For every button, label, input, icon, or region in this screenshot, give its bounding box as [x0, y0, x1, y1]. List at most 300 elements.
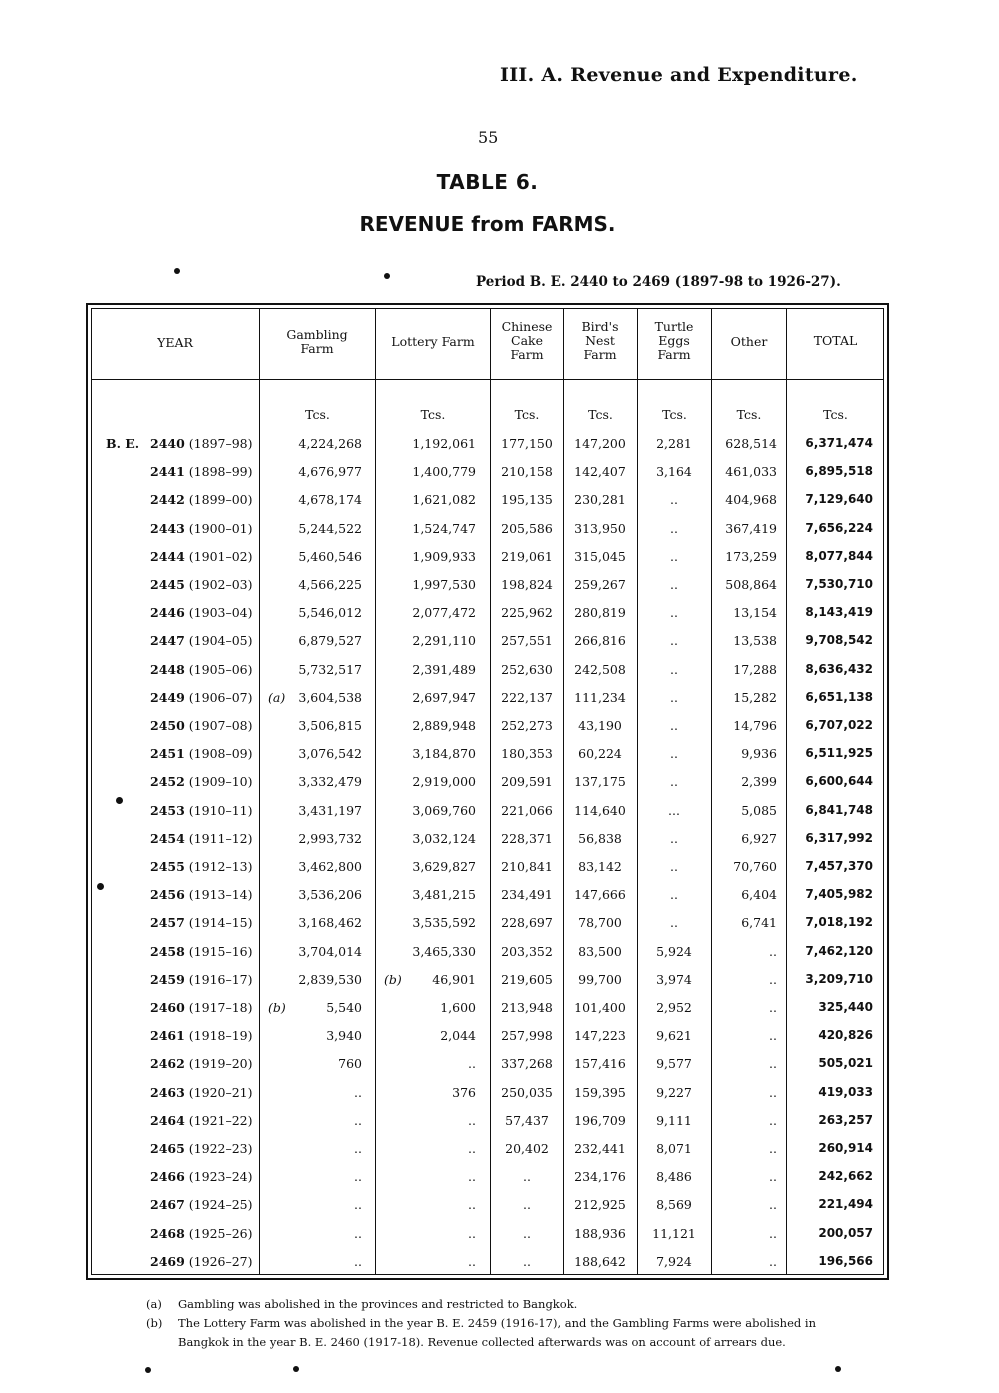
- cell-chinese: 177,150: [501, 436, 553, 451]
- cell-lottery: 3,184,870: [412, 746, 476, 761]
- cell-total: 8,636,432: [805, 662, 873, 676]
- unit-label: Tcs.: [662, 407, 687, 422]
- cell-gambling: 760: [338, 1056, 362, 1071]
- cell-turtle: ..: [670, 915, 678, 930]
- cell-turtle: 7,924: [656, 1254, 692, 1269]
- cell-lottery: 1,997,530: [412, 577, 476, 592]
- cell-turtle: ..: [670, 859, 678, 874]
- cell-turtle: ..: [670, 690, 678, 705]
- row-year: [150, 662, 253, 677]
- row-year: [150, 521, 253, 536]
- year-be: 2467: [150, 1197, 185, 1212]
- row-year: [150, 1169, 253, 1184]
- cell-chinese: 210,841: [501, 859, 553, 874]
- row-year: [150, 803, 253, 818]
- cell-lottery: ..: [468, 1226, 476, 1241]
- cell-gambling: 5,546,012: [298, 605, 362, 620]
- cell-chinese: 228,371: [501, 831, 553, 846]
- cell-birds: 230,281: [574, 492, 626, 507]
- cell-gambling: 4,224,268: [298, 436, 362, 451]
- cell-other: 6,741: [741, 915, 777, 930]
- cell-total: 325,440: [818, 1000, 873, 1014]
- cell-chinese: 219,061: [501, 549, 553, 564]
- cell-total: 260,914: [818, 1141, 873, 1155]
- column-divider: [375, 308, 376, 1275]
- year-be: 2444: [150, 549, 185, 564]
- footnote-text: The Lottery Farm was abolished in the year B. E. 2459 (1916-17), and the Gambling Farms were abolished in: [178, 1316, 816, 1330]
- cell-turtle: ..: [670, 633, 678, 648]
- cell-lottery: 2,291,110: [412, 633, 476, 648]
- year-ad: (1905–06): [188, 662, 253, 677]
- cell-birds: 137,175: [574, 774, 626, 789]
- year-ad: (1924–25): [188, 1197, 253, 1212]
- footnote-ref: (b): [268, 1000, 286, 1015]
- cell-total: 420,826: [818, 1028, 873, 1042]
- cell-other: ..: [769, 1169, 777, 1184]
- cell-total: 7,129,640: [805, 492, 873, 506]
- cell-turtle: ..: [670, 774, 678, 789]
- cell-total: 6,511,925: [805, 746, 873, 760]
- year-ad: (1916–17): [188, 972, 253, 987]
- column-header-other: Other: [730, 334, 768, 349]
- year-be: 2452: [150, 774, 185, 789]
- year-ad: (1915–16): [188, 944, 253, 959]
- cell-lottery: 2,044: [440, 1028, 476, 1043]
- cell-other: 13,154: [733, 605, 777, 620]
- cell-lottery: 3,032,124: [412, 831, 476, 846]
- cell-other: ..: [769, 1113, 777, 1128]
- cell-turtle: 8,486: [656, 1169, 692, 1184]
- cell-other: 508,864: [725, 577, 777, 592]
- column-divider: [490, 308, 491, 1275]
- year-be: 2450: [150, 718, 185, 733]
- cell-birds: 188,642: [574, 1254, 626, 1269]
- cell-birds: 147,223: [574, 1028, 626, 1043]
- year-be: 2441: [150, 464, 185, 479]
- cell-lottery: 3,069,760: [412, 803, 476, 818]
- cell-gambling: 3,462,800: [298, 859, 362, 874]
- footnote-ref: (a): [268, 690, 286, 705]
- cell-birds: 315,045: [574, 549, 626, 564]
- row-year: [150, 1197, 253, 1212]
- year-ad: (1913–14): [188, 887, 253, 902]
- cell-lottery: 1,400,779: [412, 464, 476, 479]
- year-ad: (1926–27): [188, 1254, 253, 1269]
- row-year: [150, 887, 253, 902]
- cell-other: ..: [769, 1085, 777, 1100]
- cell-chinese: ..: [523, 1197, 531, 1212]
- year-be: 2466: [150, 1169, 185, 1184]
- cell-gambling: ..: [354, 1226, 362, 1241]
- cell-chinese: 221,066: [501, 803, 553, 818]
- cell-birds: 99,700: [578, 972, 622, 987]
- cell-total: 221,494: [818, 1197, 873, 1211]
- cell-total: 6,841,748: [805, 803, 873, 817]
- cell-chinese: 209,591: [501, 774, 553, 789]
- row-year: [150, 718, 253, 733]
- row-year: [150, 605, 253, 620]
- year-ad: (1919–20): [188, 1056, 253, 1071]
- cell-gambling: 2,839,530: [298, 972, 362, 987]
- row-year: [150, 1000, 253, 1015]
- cell-chinese: ..: [523, 1226, 531, 1241]
- cell-total: 196,566: [818, 1254, 873, 1268]
- year-ad: (1899–00): [188, 492, 253, 507]
- period-caption: Period B. E. 2440 to 2469 (1897-98 to 1926-27).: [476, 274, 841, 290]
- cell-total: 6,651,138: [805, 690, 873, 704]
- cell-gambling: ..: [354, 1141, 362, 1156]
- cell-other: ..: [769, 972, 777, 987]
- cell-turtle: 9,227: [656, 1085, 692, 1100]
- cell-lottery: 3,481,215: [412, 887, 476, 902]
- cell-turtle: 9,621: [656, 1028, 692, 1043]
- year-ad: (1923–24): [188, 1169, 253, 1184]
- page-number: 55: [478, 128, 499, 147]
- cell-chinese: 195,135: [501, 492, 553, 507]
- cell-gambling: 5,244,522: [298, 521, 362, 536]
- row-year: [150, 915, 253, 930]
- column-header-year: YEAR: [157, 335, 193, 350]
- cell-turtle: 9,111: [656, 1113, 692, 1128]
- cell-gambling: 4,678,174: [298, 492, 362, 507]
- year-ad: (1903–04): [188, 605, 253, 620]
- row-year: [150, 1113, 253, 1128]
- cell-gambling: 3,704,014: [298, 944, 362, 959]
- cell-other: 404,968: [725, 492, 777, 507]
- year-ad: (1922–23): [188, 1141, 253, 1156]
- cell-total: 7,530,710: [805, 577, 873, 591]
- row-year: [150, 746, 253, 761]
- year-be: 2445: [150, 577, 185, 592]
- column-divider: [786, 308, 787, 1275]
- column-header-birds-nest: Bird's Nest Farm: [581, 319, 619, 362]
- ink-speck: [293, 1366, 299, 1372]
- cell-chinese: 205,586: [501, 521, 553, 536]
- cell-turtle: 3,164: [656, 464, 692, 479]
- cell-other: ..: [769, 1056, 777, 1071]
- year-ad: (1897–98): [188, 436, 253, 451]
- unit-label: Tcs.: [305, 407, 330, 422]
- year-be: 2451: [150, 746, 185, 761]
- cell-gambling: 4,676,977: [298, 464, 362, 479]
- table-inner-border: [91, 308, 884, 1275]
- cell-turtle: ..: [670, 549, 678, 564]
- cell-birds: 101,400: [574, 1000, 626, 1015]
- cell-birds: 259,267: [574, 577, 626, 592]
- cell-lottery: 2,077,472: [412, 605, 476, 620]
- cell-gambling: 4,566,225: [298, 577, 362, 592]
- year-be: 2461: [150, 1028, 185, 1043]
- cell-gambling: 5,460,546: [298, 549, 362, 564]
- cell-birds: 60,224: [578, 746, 622, 761]
- cell-chinese: 252,630: [501, 662, 553, 677]
- cell-lottery: 1,524,747: [412, 521, 476, 536]
- cell-chinese: 213,948: [501, 1000, 553, 1015]
- unit-label: Tcs.: [588, 407, 613, 422]
- footnote-text: Bangkok in the year B. E. 2460 (1917-18). Revenue collected afterwards was on account of arrears due.: [178, 1335, 786, 1349]
- cell-birds: 83,500: [578, 944, 622, 959]
- cell-total: 7,457,370: [805, 859, 873, 873]
- cell-other: ..: [769, 1254, 777, 1269]
- cell-total: 8,077,844: [805, 549, 873, 563]
- cell-total: 242,662: [818, 1169, 873, 1183]
- year-be: 2464: [150, 1113, 185, 1128]
- year-be: 2468: [150, 1226, 185, 1241]
- row-year: [150, 1254, 253, 1269]
- cell-birds: 232,441: [574, 1141, 626, 1156]
- year-ad: (1917–18): [188, 1000, 253, 1015]
- cell-lottery: 3,629,827: [412, 859, 476, 874]
- row-year: [150, 1056, 253, 1071]
- ink-speck: [835, 1366, 841, 1372]
- cell-lottery: 2,391,489: [412, 662, 476, 677]
- year-be: 2459: [150, 972, 185, 987]
- year-prefix: B. E.: [106, 436, 140, 451]
- cell-gambling: 3,506,815: [298, 718, 362, 733]
- cell-total: 200,057: [818, 1226, 873, 1240]
- cell-lottery: 2,919,000: [412, 774, 476, 789]
- cell-total: 6,600,644: [805, 774, 873, 788]
- column-divider: [259, 308, 260, 1275]
- year-ad: (1909–10): [188, 774, 253, 789]
- row-year: [150, 577, 253, 592]
- cell-other: 5,085: [741, 803, 777, 818]
- cell-other: 173,259: [725, 549, 777, 564]
- cell-lottery: 1,621,082: [412, 492, 476, 507]
- cell-chinese: 20,402: [505, 1141, 549, 1156]
- year-be: 2449: [150, 690, 185, 705]
- cell-birds: 147,666: [574, 887, 626, 902]
- cell-other: 628,514: [725, 436, 777, 451]
- cell-birds: 111,234: [574, 690, 626, 705]
- cell-lottery: ..: [468, 1169, 476, 1184]
- year-be: 2448: [150, 662, 185, 677]
- cell-lottery: ..: [468, 1141, 476, 1156]
- cell-gambling: 5,732,517: [298, 662, 362, 677]
- cell-birds: 157,416: [574, 1056, 626, 1071]
- cell-birds: 43,190: [578, 718, 622, 733]
- cell-other: ..: [769, 944, 777, 959]
- year-ad: (1914–15): [188, 915, 253, 930]
- cell-other: 461,033: [725, 464, 777, 479]
- cell-lottery: ..: [468, 1197, 476, 1212]
- cell-turtle: ..: [670, 718, 678, 733]
- cell-turtle: ..: [670, 887, 678, 902]
- year-be: 2455: [150, 859, 185, 874]
- cell-chinese: 225,962: [501, 605, 553, 620]
- cell-chinese: 203,352: [501, 944, 553, 959]
- cell-birds: 196,709: [574, 1113, 626, 1128]
- column-divider: [711, 308, 712, 1275]
- row-year: [150, 944, 253, 959]
- cell-chinese: ..: [523, 1169, 531, 1184]
- year-ad: (1906–07): [188, 690, 253, 705]
- ink-speck: [116, 797, 123, 804]
- cell-gambling: ..: [354, 1113, 362, 1128]
- cell-turtle: 9,577: [656, 1056, 692, 1071]
- year-be: 2469: [150, 1254, 185, 1269]
- cell-birds: 147,200: [574, 436, 626, 451]
- cell-turtle: ..: [670, 577, 678, 592]
- cell-total: 263,257: [818, 1113, 873, 1127]
- cell-birds: 78,700: [578, 915, 622, 930]
- column-header-chinese-cake: Chinese Cake Farm: [501, 319, 553, 362]
- cell-lottery: 1,909,933: [412, 549, 476, 564]
- cell-chinese: 222,137: [501, 690, 553, 705]
- cell-birds: 212,925: [574, 1197, 626, 1212]
- year-ad: (1918–19): [188, 1028, 253, 1043]
- row-year: [150, 1141, 253, 1156]
- cell-gambling: 3,940: [326, 1028, 362, 1043]
- cell-birds: 242,508: [574, 662, 626, 677]
- cell-other: 9,936: [741, 746, 777, 761]
- cell-turtle: ..: [670, 521, 678, 536]
- table-subtitle: REVENUE from FARMS.: [359, 212, 616, 236]
- year-be: 2458: [150, 944, 185, 959]
- cell-turtle: ...: [668, 803, 680, 818]
- cell-gambling: ..: [354, 1169, 362, 1184]
- ink-speck: [174, 268, 180, 274]
- year-ad: (1907–08): [188, 718, 253, 733]
- footnote-text: Gambling was abolished in the provinces and restricted to Bangkok.: [178, 1297, 578, 1311]
- cell-lottery: ..: [468, 1113, 476, 1128]
- year-ad: (1910–11): [188, 803, 253, 818]
- cell-other: ..: [769, 1000, 777, 1015]
- cell-gambling: ..: [354, 1085, 362, 1100]
- cell-gambling: 3,431,197: [298, 803, 362, 818]
- year-ad: (1901–02): [188, 549, 253, 564]
- year-be: 2457: [150, 915, 185, 930]
- cell-lottery: 46,901: [432, 972, 476, 987]
- row-year: [150, 1028, 253, 1043]
- cell-birds: 313,950: [574, 521, 626, 536]
- row-year: [150, 690, 253, 705]
- cell-gambling: 3,536,206: [298, 887, 362, 902]
- year-be: 2443: [150, 521, 185, 536]
- cell-turtle: ..: [670, 605, 678, 620]
- cell-gambling: 3,332,479: [298, 774, 362, 789]
- cell-other: 6,404: [741, 887, 777, 902]
- cell-total: 6,707,022: [805, 718, 873, 732]
- cell-other: ..: [769, 1226, 777, 1241]
- cell-total: 7,656,224: [805, 521, 873, 535]
- cell-gambling: ..: [354, 1197, 362, 1212]
- year-be: 2454: [150, 831, 185, 846]
- year-be: 2447: [150, 633, 185, 648]
- cell-lottery: 1,600: [440, 1000, 476, 1015]
- unit-label: Tcs.: [823, 407, 848, 422]
- cell-lottery: 2,697,947: [412, 690, 476, 705]
- unit-label: Tcs.: [420, 407, 446, 422]
- year-ad: (1912–13): [188, 859, 253, 874]
- cell-lottery: ..: [468, 1254, 476, 1269]
- cell-lottery: 1,192,061: [412, 436, 476, 451]
- cell-chinese: 219,605: [501, 972, 553, 987]
- row-year: [150, 492, 253, 507]
- cell-birds: 142,407: [574, 464, 626, 479]
- year-ad: (1904–05): [188, 633, 253, 648]
- cell-total: 419,033: [818, 1085, 873, 1099]
- cell-other: 6,927: [741, 831, 777, 846]
- cell-chinese: 228,697: [501, 915, 553, 930]
- cell-birds: 188,936: [574, 1226, 626, 1241]
- year-ad: (1898–99): [188, 464, 253, 479]
- cell-total: 7,405,982: [805, 887, 873, 901]
- cell-birds: 159,395: [574, 1085, 626, 1100]
- cell-turtle: ..: [670, 662, 678, 677]
- cell-birds: 83,142: [578, 859, 622, 874]
- cell-total: 6,371,474: [805, 436, 873, 450]
- column-divider: [563, 308, 564, 1275]
- row-year: [150, 774, 253, 789]
- year-ad: (1900–01): [188, 521, 253, 536]
- cell-total: 505,021: [818, 1056, 873, 1070]
- cell-lottery: 3,535,592: [412, 915, 476, 930]
- cell-chinese: 250,035: [501, 1085, 553, 1100]
- cell-birds: 56,838: [578, 831, 622, 846]
- cell-chinese: 180,353: [501, 746, 553, 761]
- cell-gambling: 3,076,542: [298, 746, 362, 761]
- cell-chinese: 198,824: [501, 577, 553, 592]
- cell-total: 7,018,192: [805, 915, 873, 929]
- cell-total: 9,708,542: [805, 633, 873, 647]
- cell-turtle: 3,974: [656, 972, 692, 987]
- cell-other: 17,288: [733, 662, 777, 677]
- cell-chinese: 252,273: [501, 718, 553, 733]
- cell-turtle: 2,281: [656, 436, 692, 451]
- row-year: [150, 1226, 253, 1241]
- cell-other: 13,538: [733, 633, 777, 648]
- cell-chinese: ..: [523, 1254, 531, 1269]
- cell-turtle: 5,924: [656, 944, 692, 959]
- footnote-ref: (b): [384, 972, 402, 987]
- year-ad: (1925–26): [188, 1226, 253, 1241]
- ink-speck: [145, 1367, 151, 1373]
- row-year: [150, 1085, 253, 1100]
- cell-lottery: ..: [468, 1056, 476, 1071]
- cell-total: 8,143,419: [805, 605, 873, 619]
- footnote-mark: (b): [146, 1316, 163, 1330]
- cell-chinese: 57,437: [505, 1113, 549, 1128]
- year-ad: (1920–21): [188, 1085, 253, 1100]
- cell-other: ..: [769, 1141, 777, 1156]
- cell-other: 15,282: [733, 690, 777, 705]
- cell-turtle: 8,071: [656, 1141, 692, 1156]
- cell-gambling: 6,879,527: [298, 633, 362, 648]
- cell-other: 70,760: [733, 859, 777, 874]
- cell-lottery: 376: [452, 1085, 476, 1100]
- header-divider: [91, 379, 884, 380]
- cell-turtle: 8,569: [656, 1197, 692, 1212]
- cell-chinese: 337,268: [501, 1056, 553, 1071]
- year-ad: (1902–03): [188, 577, 253, 592]
- cell-lottery: 3,465,330: [412, 944, 476, 959]
- cell-total: 7,462,120: [805, 944, 873, 958]
- column-header-total: TOTAL: [813, 333, 858, 348]
- year-be: 2446: [150, 605, 185, 620]
- row-year: [150, 859, 253, 874]
- cell-gambling: 3,604,538: [298, 690, 362, 705]
- cell-turtle: 2,952: [656, 1000, 692, 1015]
- unit-label: Tcs.: [514, 407, 540, 422]
- cell-turtle: 11,121: [652, 1226, 696, 1241]
- cell-other: 2,399: [741, 774, 777, 789]
- column-header-turtle-eggs: Turtle Eggs Farm: [654, 319, 694, 362]
- row-year: [150, 972, 253, 987]
- cell-other: ..: [769, 1197, 777, 1212]
- row-year: [150, 436, 253, 451]
- cell-chinese: 257,998: [501, 1028, 553, 1043]
